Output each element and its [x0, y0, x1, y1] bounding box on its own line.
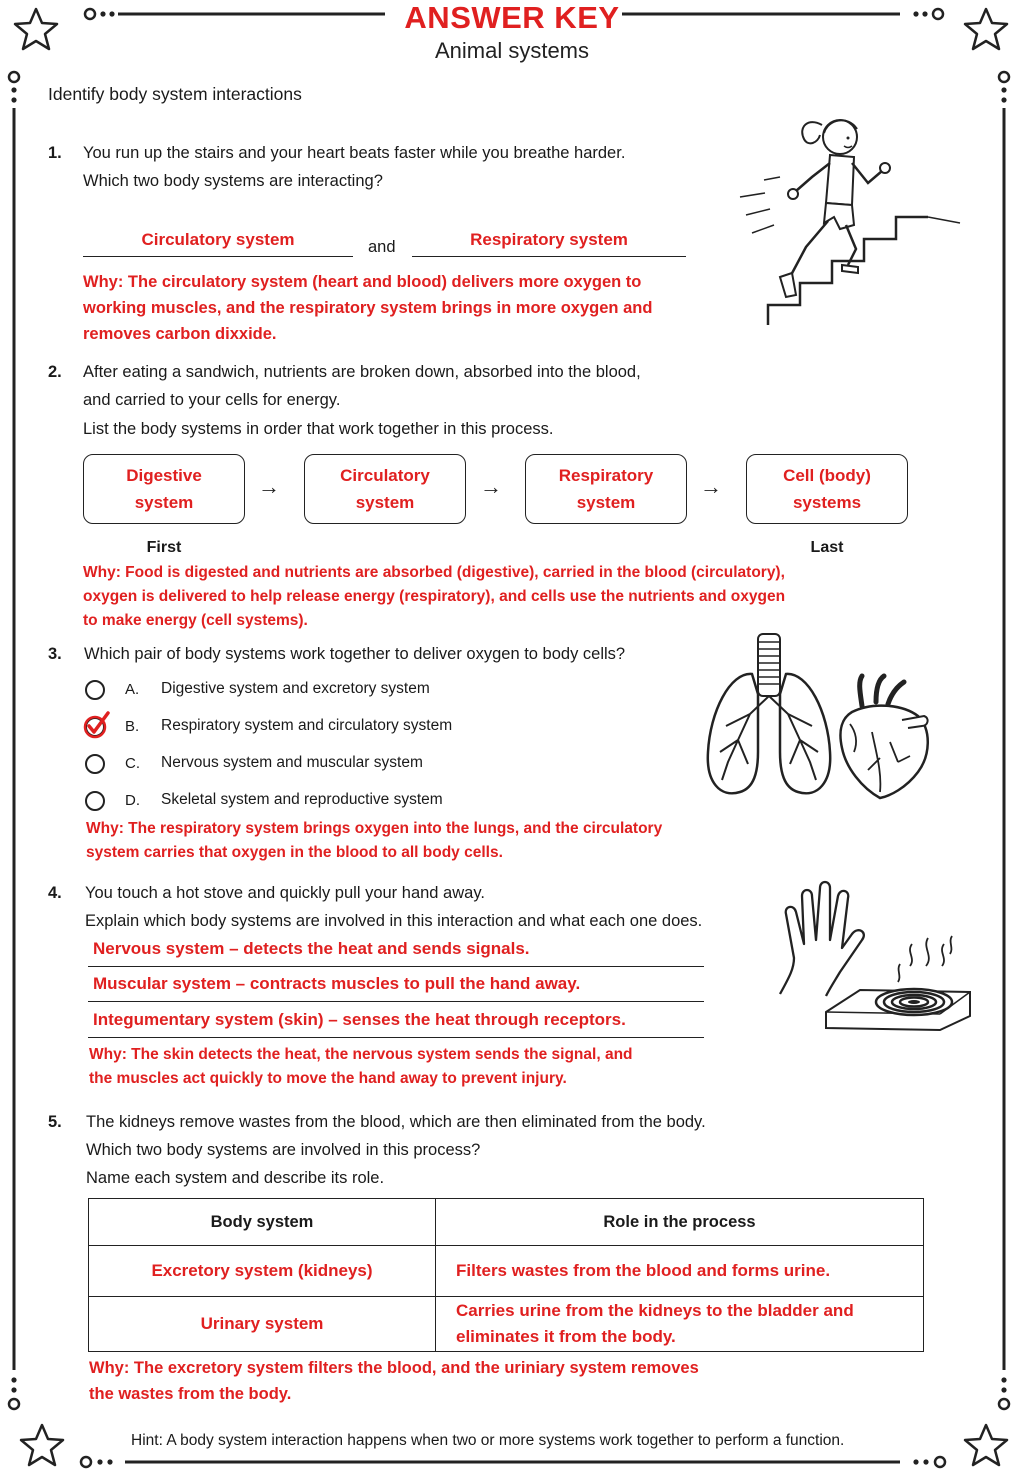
- role-cell[interactable]: Filters wastes from the blood and forms urine.: [436, 1246, 924, 1297]
- option-c[interactable]: C. Nervous system and muscular system: [84, 752, 504, 778]
- explanation: Why: The circulatory system (heart and blood) delivers more oxygen to working muscles, and the respiratory system brings in more oxygen and removes carbon dixxide.: [83, 273, 653, 343]
- table-header-row: [89, 1199, 924, 1246]
- question-number: 4.: [48, 884, 62, 902]
- sequence-box-1[interactable]: Digestive system: [83, 454, 245, 524]
- question-text: You run up the stairs and your heart beats faster while you breathe harder.: [83, 144, 626, 162]
- running-girl-icon: [730, 105, 970, 330]
- first-label: First: [146, 539, 182, 556]
- lungs-icon: [700, 632, 850, 804]
- column-header: Role in the process: [436, 1199, 924, 1246]
- question-text: The kidneys remove wastes from the blood, which are then eliminated from the body.: [86, 1113, 706, 1131]
- radio-button[interactable]: [85, 791, 105, 811]
- page-title: ANSWER KEY: [404, 0, 620, 35]
- question-number: 2.: [48, 363, 62, 381]
- last-label: Last: [810, 539, 844, 556]
- answer-field[interactable]: Circulatory system: [83, 228, 353, 257]
- heart-icon: [832, 672, 934, 802]
- arrow-right-icon: →: [480, 474, 502, 499]
- arrow-right-icon: →: [700, 474, 722, 499]
- hot-stove-icon: [820, 930, 980, 1040]
- question-text: Which two body systems are interacting?: [83, 172, 383, 190]
- radio-button[interactable]: [85, 754, 105, 774]
- answer-line-1[interactable]: Nervous system – detects the heat and sends signals.: [88, 935, 704, 967]
- star-icon: [962, 1422, 1010, 1468]
- star-icon: [18, 1422, 66, 1468]
- question-text: You touch a hot stove and quickly pull your hand away.: [85, 884, 485, 902]
- role-cell[interactable]: Carries urine from the kidneys to the bladder and eliminates it from the body.: [436, 1297, 924, 1352]
- question-text: Which two body systems are involved in this process?: [86, 1141, 481, 1159]
- systems-table: [88, 1198, 924, 1352]
- question-number: 1.: [48, 144, 62, 162]
- table-row: [89, 1246, 924, 1297]
- joiner-text: and: [368, 238, 396, 256]
- explanation: Why: Food is digested and nutrients are absorbed (digestive), carried in the blood (circulatory), oxygen is delivered to help release energy (respiratory), and cells use the nutrients and oxygen to make energy (cell systems).: [83, 564, 786, 629]
- sequence-box-4[interactable]: Cell (body) systems: [746, 454, 908, 524]
- question-number: 3.: [48, 645, 62, 663]
- sequence-box-3[interactable]: Respiratory system: [525, 454, 687, 524]
- question-number: 5.: [48, 1113, 62, 1131]
- instructions: Identify body system interactions: [48, 84, 302, 104]
- arrow-right-icon: →: [258, 474, 280, 499]
- column-header: Body system: [89, 1199, 436, 1246]
- explanation: Why: The skin detects the heat, the nervous system sends the signal, and the muscles act quickly to move the hand away to prevent injury.: [89, 1046, 633, 1087]
- answer-field[interactable]: Respiratory system: [412, 228, 686, 257]
- option-a[interactable]: A. Digestive system and excretory system: [84, 678, 504, 704]
- option-d[interactable]: D. Skeletal system and reproductive system: [84, 789, 504, 815]
- table-row: [89, 1297, 924, 1352]
- page-subtitle: Animal systems: [434, 38, 590, 63]
- question-text: Which pair of body systems work together to deliver oxygen to body cells?: [84, 645, 626, 663]
- question-text: After eating a sandwich, nutrients are broken down, absorbed into the blood,: [83, 363, 641, 381]
- hint-text: Hint: A body system interaction happens when two or more systems work together to perform a function.: [131, 1432, 845, 1449]
- question-text: List the body systems in order that work together in this process.: [83, 420, 554, 438]
- system-cell[interactable]: Excretory system (kidneys): [89, 1246, 436, 1297]
- checkmark-icon: [82, 709, 112, 739]
- answer-line-2[interactable]: Muscular system – contracts muscles to pull the hand away.: [88, 970, 704, 1002]
- question-text: and carried to your cells for energy.: [83, 391, 341, 409]
- explanation: Why: The excretory system filters the blood, and the uriniary system removes the wastes from the body.: [89, 1359, 699, 1403]
- sequence-box-2[interactable]: Circulatory system: [304, 454, 466, 524]
- answer-line-3[interactable]: Integumentary system (skin) – senses the heat through receptors.: [88, 1006, 704, 1038]
- radio-button[interactable]: [85, 680, 105, 700]
- question-text: Name each system and describe its role.: [86, 1169, 385, 1187]
- option-b[interactable]: B. Respiratory system and circulatory system: [84, 715, 504, 741]
- system-cell[interactable]: Urinary system: [89, 1297, 436, 1352]
- question-text: Explain which body systems are involved in this interaction and what each one does.: [85, 912, 703, 930]
- explanation: Why: The respiratory system brings oxygen into the lungs, and the circulatory system carries that oxygen in the blood to all body cells.: [86, 820, 663, 861]
